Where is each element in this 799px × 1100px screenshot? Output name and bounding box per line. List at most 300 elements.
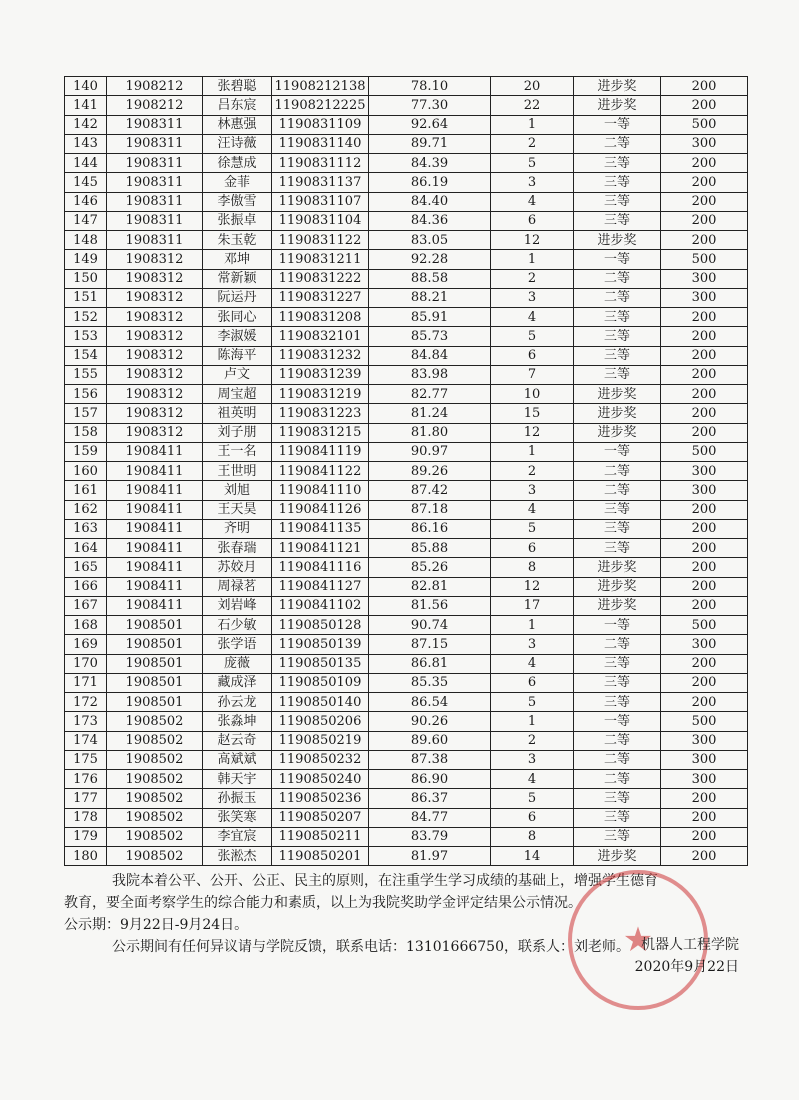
award-level-cell: 进步奖 bbox=[574, 77, 661, 96]
table-row bbox=[65, 827, 748, 846]
rank-cell: 2 bbox=[491, 731, 574, 750]
student-id-cell: 1190841126 bbox=[272, 500, 369, 519]
row-number-cell: 174 bbox=[65, 731, 107, 750]
student-id-cell: 1190831222 bbox=[272, 269, 369, 288]
student-name-cell: 张同心 bbox=[203, 308, 272, 327]
score-cell: 84.36 bbox=[369, 211, 491, 230]
amount-cell: 500 bbox=[661, 250, 748, 269]
student-name-cell: 王世明 bbox=[203, 462, 272, 481]
student-name-cell: 孙振玉 bbox=[203, 789, 272, 808]
table-row bbox=[65, 269, 748, 288]
rank-cell: 6 bbox=[491, 673, 574, 692]
award-level-cell: 一等 bbox=[574, 250, 661, 269]
notice-line-2: 教育，要全面考察学生的综合能力和素质，以上为我院奖助学金评定结果公示情况。 bbox=[64, 895, 582, 911]
amount-cell: 200 bbox=[661, 808, 748, 827]
award-level-cell: 进步奖 bbox=[574, 847, 661, 866]
student-name-cell: 邓坤 bbox=[203, 250, 272, 269]
award-level-cell: 二等 bbox=[574, 462, 661, 481]
row-number-cell: 168 bbox=[65, 616, 107, 635]
signature-block bbox=[635, 934, 739, 978]
amount-cell: 200 bbox=[661, 539, 748, 558]
student-name-cell: 苏姣月 bbox=[203, 558, 272, 577]
amount-cell: 200 bbox=[661, 327, 748, 346]
score-cell: 87.38 bbox=[369, 750, 491, 769]
amount-cell: 200 bbox=[661, 693, 748, 712]
amount-cell: 200 bbox=[661, 154, 748, 173]
rank-cell: 5 bbox=[491, 789, 574, 808]
class-code-cell: 1908411 bbox=[107, 442, 203, 461]
student-id-cell: 1190850240 bbox=[272, 770, 369, 789]
student-id-cell: 1190831107 bbox=[272, 192, 369, 211]
student-name-cell: 周宝超 bbox=[203, 385, 272, 404]
class-code-cell: 1908502 bbox=[107, 827, 203, 846]
class-code-cell: 1908501 bbox=[107, 693, 203, 712]
student-id-cell: 1190841102 bbox=[272, 596, 369, 615]
row-number-cell: 173 bbox=[65, 712, 107, 731]
score-cell: 83.79 bbox=[369, 827, 491, 846]
student-id-cell: 1190841122 bbox=[272, 462, 369, 481]
scholarship-table bbox=[64, 76, 748, 866]
student-id-cell: 1190850206 bbox=[272, 712, 369, 731]
row-number-cell: 154 bbox=[65, 346, 107, 365]
student-name-cell: 祖英明 bbox=[203, 404, 272, 423]
row-number-cell: 164 bbox=[65, 539, 107, 558]
score-cell: 84.84 bbox=[369, 346, 491, 365]
row-number-cell: 146 bbox=[65, 192, 107, 211]
student-id-cell: 1190831140 bbox=[272, 134, 369, 153]
class-code-cell: 1908501 bbox=[107, 654, 203, 673]
award-level-cell: 二等 bbox=[574, 770, 661, 789]
rank-cell: 1 bbox=[491, 712, 574, 731]
student-id-cell: 11908212138 bbox=[272, 77, 369, 96]
class-code-cell: 1908311 bbox=[107, 115, 203, 134]
class-code-cell: 1908311 bbox=[107, 134, 203, 153]
table-row bbox=[65, 96, 748, 115]
class-code-cell: 1908411 bbox=[107, 558, 203, 577]
award-level-cell: 三等 bbox=[574, 346, 661, 365]
award-level-cell: 三等 bbox=[574, 500, 661, 519]
award-level-cell: 三等 bbox=[574, 154, 661, 173]
rank-cell: 22 bbox=[491, 96, 574, 115]
row-number-cell: 151 bbox=[65, 288, 107, 307]
student-name-cell: 韩天宇 bbox=[203, 770, 272, 789]
table-row bbox=[65, 404, 748, 423]
class-code-cell: 1908212 bbox=[107, 77, 203, 96]
table-row bbox=[65, 211, 748, 230]
row-number-cell: 170 bbox=[65, 654, 107, 673]
student-name-cell: 徐慧成 bbox=[203, 154, 272, 173]
award-level-cell: 进步奖 bbox=[574, 423, 661, 442]
student-name-cell: 金菲 bbox=[203, 173, 272, 192]
class-code-cell: 1908311 bbox=[107, 173, 203, 192]
table-row bbox=[65, 519, 748, 538]
table-row bbox=[65, 500, 748, 519]
table-row bbox=[65, 635, 748, 654]
amount-cell: 200 bbox=[661, 308, 748, 327]
amount-cell: 500 bbox=[661, 616, 748, 635]
table-row bbox=[65, 654, 748, 673]
student-name-cell: 刘旭 bbox=[203, 481, 272, 500]
table-row bbox=[65, 693, 748, 712]
score-cell: 81.80 bbox=[369, 423, 491, 442]
row-number-cell: 175 bbox=[65, 750, 107, 769]
table-row bbox=[65, 192, 748, 211]
student-name-cell: 王天昊 bbox=[203, 500, 272, 519]
score-cell: 86.81 bbox=[369, 654, 491, 673]
award-level-cell: 一等 bbox=[574, 616, 661, 635]
amount-cell: 200 bbox=[661, 404, 748, 423]
student-id-cell: 1190850211 bbox=[272, 827, 369, 846]
score-cell: 90.97 bbox=[369, 442, 491, 461]
table-row bbox=[65, 423, 748, 442]
score-cell: 86.19 bbox=[369, 173, 491, 192]
class-code-cell: 1908501 bbox=[107, 635, 203, 654]
rank-cell: 20 bbox=[491, 77, 574, 96]
award-level-cell: 三等 bbox=[574, 539, 661, 558]
amount-cell: 200 bbox=[661, 423, 748, 442]
student-id-cell: 1190850139 bbox=[272, 635, 369, 654]
class-code-cell: 1908312 bbox=[107, 288, 203, 307]
class-code-cell: 1908312 bbox=[107, 269, 203, 288]
score-cell: 90.74 bbox=[369, 616, 491, 635]
score-cell: 87.15 bbox=[369, 635, 491, 654]
signature-org: 机器人工程学院 bbox=[641, 937, 739, 953]
award-level-cell: 三等 bbox=[574, 673, 661, 692]
rank-cell: 6 bbox=[491, 539, 574, 558]
award-level-cell: 三等 bbox=[574, 808, 661, 827]
class-code-cell: 1908502 bbox=[107, 731, 203, 750]
student-name-cell: 张笑寒 bbox=[203, 808, 272, 827]
rank-cell: 5 bbox=[491, 154, 574, 173]
amount-cell: 200 bbox=[661, 385, 748, 404]
rank-cell: 4 bbox=[491, 192, 574, 211]
rank-cell: 6 bbox=[491, 211, 574, 230]
class-code-cell: 1908502 bbox=[107, 712, 203, 731]
student-name-cell: 林惠强 bbox=[203, 115, 272, 134]
score-cell: 82.81 bbox=[369, 577, 491, 596]
rank-cell: 12 bbox=[491, 231, 574, 250]
row-number-cell: 156 bbox=[65, 385, 107, 404]
award-level-cell: 进步奖 bbox=[574, 577, 661, 596]
student-name-cell: 张淼坤 bbox=[203, 712, 272, 731]
student-name-cell: 张碧聪 bbox=[203, 77, 272, 96]
student-id-cell: 1190831137 bbox=[272, 173, 369, 192]
rank-cell: 5 bbox=[491, 327, 574, 346]
class-code-cell: 1908212 bbox=[107, 96, 203, 115]
table-row bbox=[65, 770, 748, 789]
student-name-cell: 刘子朋 bbox=[203, 423, 272, 442]
student-id-cell: 1190850128 bbox=[272, 616, 369, 635]
student-id-cell: 1190850201 bbox=[272, 847, 369, 866]
student-name-cell: 张春瑞 bbox=[203, 539, 272, 558]
rank-cell: 3 bbox=[491, 750, 574, 769]
student-id-cell: 1190831208 bbox=[272, 308, 369, 327]
class-code-cell: 1908312 bbox=[107, 346, 203, 365]
award-level-cell: 二等 bbox=[574, 134, 661, 153]
score-cell: 85.88 bbox=[369, 539, 491, 558]
amount-cell: 200 bbox=[661, 789, 748, 808]
rank-cell: 3 bbox=[491, 173, 574, 192]
award-level-cell: 三等 bbox=[574, 827, 661, 846]
student-name-cell: 周禄茗 bbox=[203, 577, 272, 596]
student-name-cell: 藏成泽 bbox=[203, 673, 272, 692]
score-cell: 81.97 bbox=[369, 847, 491, 866]
student-id-cell: 1190841135 bbox=[272, 519, 369, 538]
rank-cell: 5 bbox=[491, 519, 574, 538]
student-id-cell: 1190841121 bbox=[272, 539, 369, 558]
table-row bbox=[65, 847, 748, 866]
class-code-cell: 1908411 bbox=[107, 596, 203, 615]
student-name-cell: 刘岩峰 bbox=[203, 596, 272, 615]
score-cell: 88.21 bbox=[369, 288, 491, 307]
amount-cell: 200 bbox=[661, 192, 748, 211]
award-level-cell: 一等 bbox=[574, 115, 661, 134]
amount-cell: 200 bbox=[661, 211, 748, 230]
student-name-cell: 吕东宸 bbox=[203, 96, 272, 115]
student-id-cell: 1190850140 bbox=[272, 693, 369, 712]
amount-cell: 500 bbox=[661, 712, 748, 731]
row-number-cell: 145 bbox=[65, 173, 107, 192]
class-code-cell: 1908502 bbox=[107, 770, 203, 789]
table-row bbox=[65, 712, 748, 731]
amount-cell: 200 bbox=[661, 500, 748, 519]
amount-cell: 300 bbox=[661, 731, 748, 750]
class-code-cell: 1908312 bbox=[107, 308, 203, 327]
table-row bbox=[65, 808, 748, 827]
table-row bbox=[65, 558, 748, 577]
table-row bbox=[65, 385, 748, 404]
award-level-cell: 进步奖 bbox=[574, 404, 661, 423]
award-level-cell: 二等 bbox=[574, 635, 661, 654]
amount-cell: 300 bbox=[661, 770, 748, 789]
award-level-cell: 二等 bbox=[574, 481, 661, 500]
rank-cell: 4 bbox=[491, 654, 574, 673]
row-number-cell: 153 bbox=[65, 327, 107, 346]
amount-cell: 300 bbox=[661, 635, 748, 654]
row-number-cell: 141 bbox=[65, 96, 107, 115]
row-number-cell: 171 bbox=[65, 673, 107, 692]
student-id-cell: 11908212225 bbox=[272, 96, 369, 115]
row-number-cell: 179 bbox=[65, 827, 107, 846]
class-code-cell: 1908411 bbox=[107, 539, 203, 558]
rank-cell: 7 bbox=[491, 365, 574, 384]
score-cell: 86.90 bbox=[369, 770, 491, 789]
award-level-cell: 二等 bbox=[574, 269, 661, 288]
row-number-cell: 158 bbox=[65, 423, 107, 442]
table-row bbox=[65, 115, 748, 134]
student-id-cell: 1190850207 bbox=[272, 808, 369, 827]
row-number-cell: 172 bbox=[65, 693, 107, 712]
student-id-cell: 1190841116 bbox=[272, 558, 369, 577]
student-id-cell: 1190831104 bbox=[272, 211, 369, 230]
row-number-cell: 180 bbox=[65, 847, 107, 866]
table-row bbox=[65, 365, 748, 384]
amount-cell: 200 bbox=[661, 231, 748, 250]
amount-cell: 200 bbox=[661, 827, 748, 846]
table-row bbox=[65, 481, 748, 500]
amount-cell: 200 bbox=[661, 673, 748, 692]
rank-cell: 2 bbox=[491, 462, 574, 481]
award-level-cell: 三等 bbox=[574, 308, 661, 327]
student-id-cell: 1190841127 bbox=[272, 577, 369, 596]
amount-cell: 300 bbox=[661, 134, 748, 153]
student-id-cell: 1190850135 bbox=[272, 654, 369, 673]
student-id-cell: 1190831112 bbox=[272, 154, 369, 173]
row-number-cell: 169 bbox=[65, 635, 107, 654]
row-number-cell: 161 bbox=[65, 481, 107, 500]
award-level-cell: 三等 bbox=[574, 192, 661, 211]
student-id-cell: 1190841110 bbox=[272, 481, 369, 500]
row-number-cell: 147 bbox=[65, 211, 107, 230]
amount-cell: 200 bbox=[661, 346, 748, 365]
amount-cell: 500 bbox=[661, 442, 748, 461]
student-id-cell: 1190831211 bbox=[272, 250, 369, 269]
class-code-cell: 1908311 bbox=[107, 211, 203, 230]
rank-cell: 8 bbox=[491, 827, 574, 846]
score-cell: 81.24 bbox=[369, 404, 491, 423]
score-cell: 88.58 bbox=[369, 269, 491, 288]
class-code-cell: 1908411 bbox=[107, 500, 203, 519]
award-level-cell: 三等 bbox=[574, 327, 661, 346]
row-number-cell: 159 bbox=[65, 442, 107, 461]
class-code-cell: 1908502 bbox=[107, 750, 203, 769]
score-cell: 84.40 bbox=[369, 192, 491, 211]
score-cell: 89.60 bbox=[369, 731, 491, 750]
student-name-cell: 张淞杰 bbox=[203, 847, 272, 866]
student-id-cell: 1190831109 bbox=[272, 115, 369, 134]
row-number-cell: 149 bbox=[65, 250, 107, 269]
row-number-cell: 178 bbox=[65, 808, 107, 827]
student-id-cell: 1190831227 bbox=[272, 288, 369, 307]
student-name-cell: 常新颖 bbox=[203, 269, 272, 288]
table-row bbox=[65, 288, 748, 307]
student-name-cell: 李宜宸 bbox=[203, 827, 272, 846]
student-id-cell: 1190831232 bbox=[272, 346, 369, 365]
student-id-cell: 1190832101 bbox=[272, 327, 369, 346]
score-cell: 77.30 bbox=[369, 96, 491, 115]
score-cell: 84.39 bbox=[369, 154, 491, 173]
award-level-cell: 三等 bbox=[574, 173, 661, 192]
amount-cell: 300 bbox=[661, 269, 748, 288]
rank-cell: 5 bbox=[491, 693, 574, 712]
award-level-cell: 三等 bbox=[574, 789, 661, 808]
award-level-cell: 三等 bbox=[574, 693, 661, 712]
signature-date: 2020年9月22日 bbox=[634, 959, 739, 975]
score-cell: 87.18 bbox=[369, 500, 491, 519]
class-code-cell: 1908312 bbox=[107, 365, 203, 384]
class-code-cell: 1908312 bbox=[107, 327, 203, 346]
rank-cell: 4 bbox=[491, 500, 574, 519]
student-name-cell: 汪诗薇 bbox=[203, 134, 272, 153]
rank-cell: 10 bbox=[491, 385, 574, 404]
student-name-cell: 高斌斌 bbox=[203, 750, 272, 769]
seal-star-icon: ★ bbox=[622, 920, 654, 960]
student-id-cell: 1190850219 bbox=[272, 731, 369, 750]
amount-cell: 300 bbox=[661, 481, 748, 500]
student-id-cell: 1190850232 bbox=[272, 750, 369, 769]
row-number-cell: 163 bbox=[65, 519, 107, 538]
score-cell: 85.91 bbox=[369, 308, 491, 327]
table-row bbox=[65, 346, 748, 365]
rank-cell: 12 bbox=[491, 423, 574, 442]
student-id-cell: 1190831239 bbox=[272, 365, 369, 384]
rank-cell: 6 bbox=[491, 808, 574, 827]
student-id-cell: 1190841119 bbox=[272, 442, 369, 461]
amount-cell: 200 bbox=[661, 654, 748, 673]
score-cell: 87.42 bbox=[369, 481, 491, 500]
student-id-cell: 1190850109 bbox=[272, 673, 369, 692]
rank-cell: 1 bbox=[491, 616, 574, 635]
table-row bbox=[65, 327, 748, 346]
amount-cell: 300 bbox=[661, 288, 748, 307]
table-row bbox=[65, 134, 748, 153]
table-row bbox=[65, 750, 748, 769]
amount-cell: 200 bbox=[661, 519, 748, 538]
score-cell: 92.64 bbox=[369, 115, 491, 134]
notice-line-3: 公示期：9月22日-9月24日。 bbox=[64, 917, 249, 933]
row-number-cell: 177 bbox=[65, 789, 107, 808]
amount-cell: 300 bbox=[661, 750, 748, 769]
score-cell: 89.26 bbox=[369, 462, 491, 481]
rank-cell: 14 bbox=[491, 847, 574, 866]
table-row bbox=[65, 173, 748, 192]
row-number-cell: 157 bbox=[65, 404, 107, 423]
score-cell: 89.71 bbox=[369, 134, 491, 153]
award-level-cell: 三等 bbox=[574, 654, 661, 673]
class-code-cell: 1908411 bbox=[107, 519, 203, 538]
student-name-cell: 朱玉乾 bbox=[203, 231, 272, 250]
class-code-cell: 1908502 bbox=[107, 808, 203, 827]
rank-cell: 2 bbox=[491, 269, 574, 288]
class-code-cell: 1908411 bbox=[107, 481, 203, 500]
score-cell: 85.35 bbox=[369, 673, 491, 692]
amount-cell: 200 bbox=[661, 77, 748, 96]
award-level-cell: 二等 bbox=[574, 288, 661, 307]
score-cell: 83.98 bbox=[369, 365, 491, 384]
award-level-cell: 三等 bbox=[574, 365, 661, 384]
row-number-cell: 150 bbox=[65, 269, 107, 288]
row-number-cell: 144 bbox=[65, 154, 107, 173]
student-name-cell: 阮运丹 bbox=[203, 288, 272, 307]
student-name-cell: 卢文 bbox=[203, 365, 272, 384]
student-name-cell: 庞薇 bbox=[203, 654, 272, 673]
rank-cell: 4 bbox=[491, 770, 574, 789]
student-name-cell: 李淑媛 bbox=[203, 327, 272, 346]
table-row bbox=[65, 442, 748, 461]
class-code-cell: 1908312 bbox=[107, 385, 203, 404]
class-code-cell: 1908502 bbox=[107, 789, 203, 808]
amount-cell: 200 bbox=[661, 596, 748, 615]
student-name-cell: 王一名 bbox=[203, 442, 272, 461]
table-row bbox=[65, 231, 748, 250]
amount-cell: 200 bbox=[661, 577, 748, 596]
amount-cell: 200 bbox=[661, 847, 748, 866]
class-code-cell: 1908501 bbox=[107, 673, 203, 692]
student-name-cell: 李傲雪 bbox=[203, 192, 272, 211]
student-id-cell: 1190831122 bbox=[272, 231, 369, 250]
award-level-cell: 进步奖 bbox=[574, 596, 661, 615]
table-row bbox=[65, 154, 748, 173]
score-cell: 86.37 bbox=[369, 789, 491, 808]
class-code-cell: 1908312 bbox=[107, 423, 203, 442]
class-code-cell: 1908501 bbox=[107, 616, 203, 635]
class-code-cell: 1908411 bbox=[107, 577, 203, 596]
award-level-cell: 一等 bbox=[574, 442, 661, 461]
row-number-cell: 176 bbox=[65, 770, 107, 789]
score-cell: 86.54 bbox=[369, 693, 491, 712]
score-cell: 81.56 bbox=[369, 596, 491, 615]
rank-cell: 17 bbox=[491, 596, 574, 615]
